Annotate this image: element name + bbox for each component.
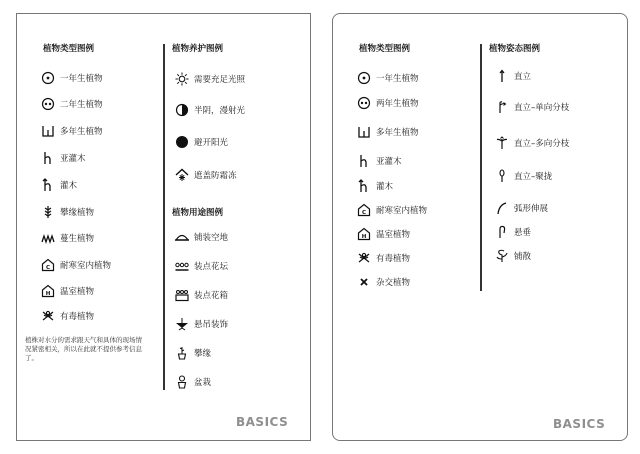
greenhouse-plant-icon <box>40 283 56 299</box>
legend-item <box>40 204 94 220</box>
legend-label: 装点花坛 <box>194 262 229 272</box>
legend-item <box>174 345 211 361</box>
right-form-legend-title: 植物姿态图例 <box>489 44 541 54</box>
legend-item <box>356 250 410 266</box>
legend-item <box>40 308 94 324</box>
flower-bed-icon <box>174 258 190 274</box>
legend-item <box>174 287 228 303</box>
climbing-use-icon <box>174 345 190 361</box>
legend-label: 多年生植物 <box>376 128 419 138</box>
perennial-plant-icon <box>40 123 56 139</box>
left-care-legend-title: 植物养护图例 <box>172 44 224 54</box>
legend-item <box>174 102 245 118</box>
svg-text:H: H <box>45 291 51 297</box>
legend-item <box>494 168 552 184</box>
legend-item <box>356 178 393 194</box>
legend-label: 温室植物 <box>376 230 411 240</box>
flower-box-icon <box>174 287 190 303</box>
legend-label: 直立 <box>514 72 532 82</box>
ground-cover-icon <box>174 229 190 245</box>
upright-clustered-icon <box>494 168 510 184</box>
upright-icon <box>494 68 510 84</box>
legend-item <box>356 153 402 169</box>
legend-label: 蔓生植物 <box>60 234 95 244</box>
svg-text:C: C <box>45 265 51 271</box>
legend-label: 弧形伸展 <box>514 204 549 214</box>
legend-item <box>356 274 410 290</box>
legend-item <box>356 124 419 140</box>
legend-label: 有毒植物 <box>60 312 95 322</box>
legend-item <box>356 202 427 218</box>
legend-label: 耐寒室内植物 <box>60 261 112 271</box>
poisonous-plant-icon <box>356 250 372 266</box>
perennial-plant-icon <box>356 124 372 140</box>
legend-item <box>40 177 77 193</box>
legend-item <box>174 134 228 150</box>
legend-label: 有毒植物 <box>376 254 411 264</box>
legend-label: 杂交植物 <box>376 278 411 288</box>
legend-item <box>494 200 548 216</box>
legend-label: 多年生植物 <box>60 127 103 137</box>
legend-label: 温室植物 <box>60 287 95 297</box>
vine-plant-icon <box>40 230 56 246</box>
half-shade-icon <box>174 102 190 118</box>
shrub-icon <box>356 178 372 194</box>
legend-label: 一年生植物 <box>376 74 419 84</box>
right-type-legend-title: 植物类型图例 <box>359 44 411 54</box>
svg-text:C: C <box>361 210 367 216</box>
legend-item <box>174 167 237 183</box>
legend-item <box>356 95 419 111</box>
legend-label: 直立–多向分枝 <box>514 139 570 149</box>
greenhouse-plant-icon <box>356 226 372 242</box>
subshrub-icon <box>356 153 372 169</box>
legend-label: 攀缘植物 <box>60 208 95 218</box>
shrub-icon <box>40 177 56 193</box>
legend-item <box>174 229 228 245</box>
legend-item <box>174 258 228 274</box>
left-column-divider <box>163 44 165 390</box>
left-type-legend-title: 植物类型图例 <box>43 44 95 54</box>
legend-label: 铺装空地 <box>194 233 229 243</box>
hybrid-plant-icon <box>356 274 372 290</box>
hanging-decor-icon <box>174 316 190 332</box>
right-column-divider <box>480 44 482 291</box>
legend-label: 装点花箱 <box>194 291 229 301</box>
legend-label: 直立–聚拢 <box>514 172 553 182</box>
legend-item <box>494 68 531 84</box>
legend-label: 灌木 <box>60 181 78 191</box>
arching-icon <box>494 200 510 216</box>
cold-hardy-indoor-icon <box>356 202 372 218</box>
potted-plant-icon <box>174 374 190 390</box>
pendulous-icon <box>494 224 510 240</box>
legend-label: 铺散 <box>514 252 532 262</box>
upright-multi-branch-icon <box>494 135 510 151</box>
legend-item <box>40 257 111 273</box>
legend-item <box>40 123 103 139</box>
spreading-icon <box>494 248 510 264</box>
legend-item <box>40 283 94 299</box>
legend-item <box>40 96 103 112</box>
legend-label: 亚灌木 <box>60 154 86 164</box>
legend-item <box>40 150 86 166</box>
legend-label: 一年生植物 <box>60 74 103 84</box>
svg-text:H: H <box>361 234 367 240</box>
legend-label: 半阴，漫射光 <box>194 106 246 116</box>
legend-label: 灌木 <box>376 182 394 192</box>
legend-item <box>356 70 419 86</box>
legend-item <box>494 248 531 264</box>
frost-cover-icon <box>174 167 190 183</box>
legend-item <box>356 226 410 242</box>
legend-item <box>494 135 569 151</box>
legend-item <box>494 224 531 240</box>
legend-label: 悬吊装饰 <box>194 320 229 330</box>
legend-item <box>494 99 569 115</box>
cold-hardy-indoor-icon <box>40 257 56 273</box>
legend-label: 耐寒室内植物 <box>376 206 428 216</box>
legend-item <box>40 70 103 86</box>
legend-label: 二年生植物 <box>60 100 103 110</box>
full-sun-icon <box>174 71 190 87</box>
water-note: 植株对水分的需求跟天气和具体的现场情况紧密相关，所以在此就不提供参考信息了。 <box>25 336 142 362</box>
right-footer-basics: BASICS <box>553 417 606 431</box>
legend-label: 需要充足光照 <box>194 75 246 85</box>
legend-label: 攀缘 <box>194 349 212 359</box>
upright-one-way-branch-icon <box>494 99 510 115</box>
climbing-plant-icon <box>40 204 56 220</box>
legend-label: 悬垂 <box>514 228 532 238</box>
left-use-legend-title: 植物用途图例 <box>172 208 224 218</box>
biennial-plant-icon <box>356 95 372 111</box>
biennial-plant-icon <box>40 96 56 112</box>
annual-plant-icon <box>40 70 56 86</box>
legend-label: 直立–单向分枝 <box>514 103 570 113</box>
legend-label: 避开阳光 <box>194 138 229 148</box>
legend-item <box>174 316 228 332</box>
legend-item <box>174 71 245 87</box>
subshrub-icon <box>40 150 56 166</box>
legend-item <box>174 374 211 390</box>
poisonous-plant-icon <box>40 308 56 324</box>
legend-label: 亚灌木 <box>376 157 402 167</box>
avoid-sun-icon <box>174 134 190 150</box>
legend-label: 两年生植物 <box>376 99 419 109</box>
legend-label: 遮盖防霜冻 <box>194 171 237 181</box>
left-footer-basics: BASICS <box>236 415 289 429</box>
legend-label: 盆栽 <box>194 378 212 388</box>
legend-item <box>40 230 94 246</box>
annual-plant-icon <box>356 70 372 86</box>
